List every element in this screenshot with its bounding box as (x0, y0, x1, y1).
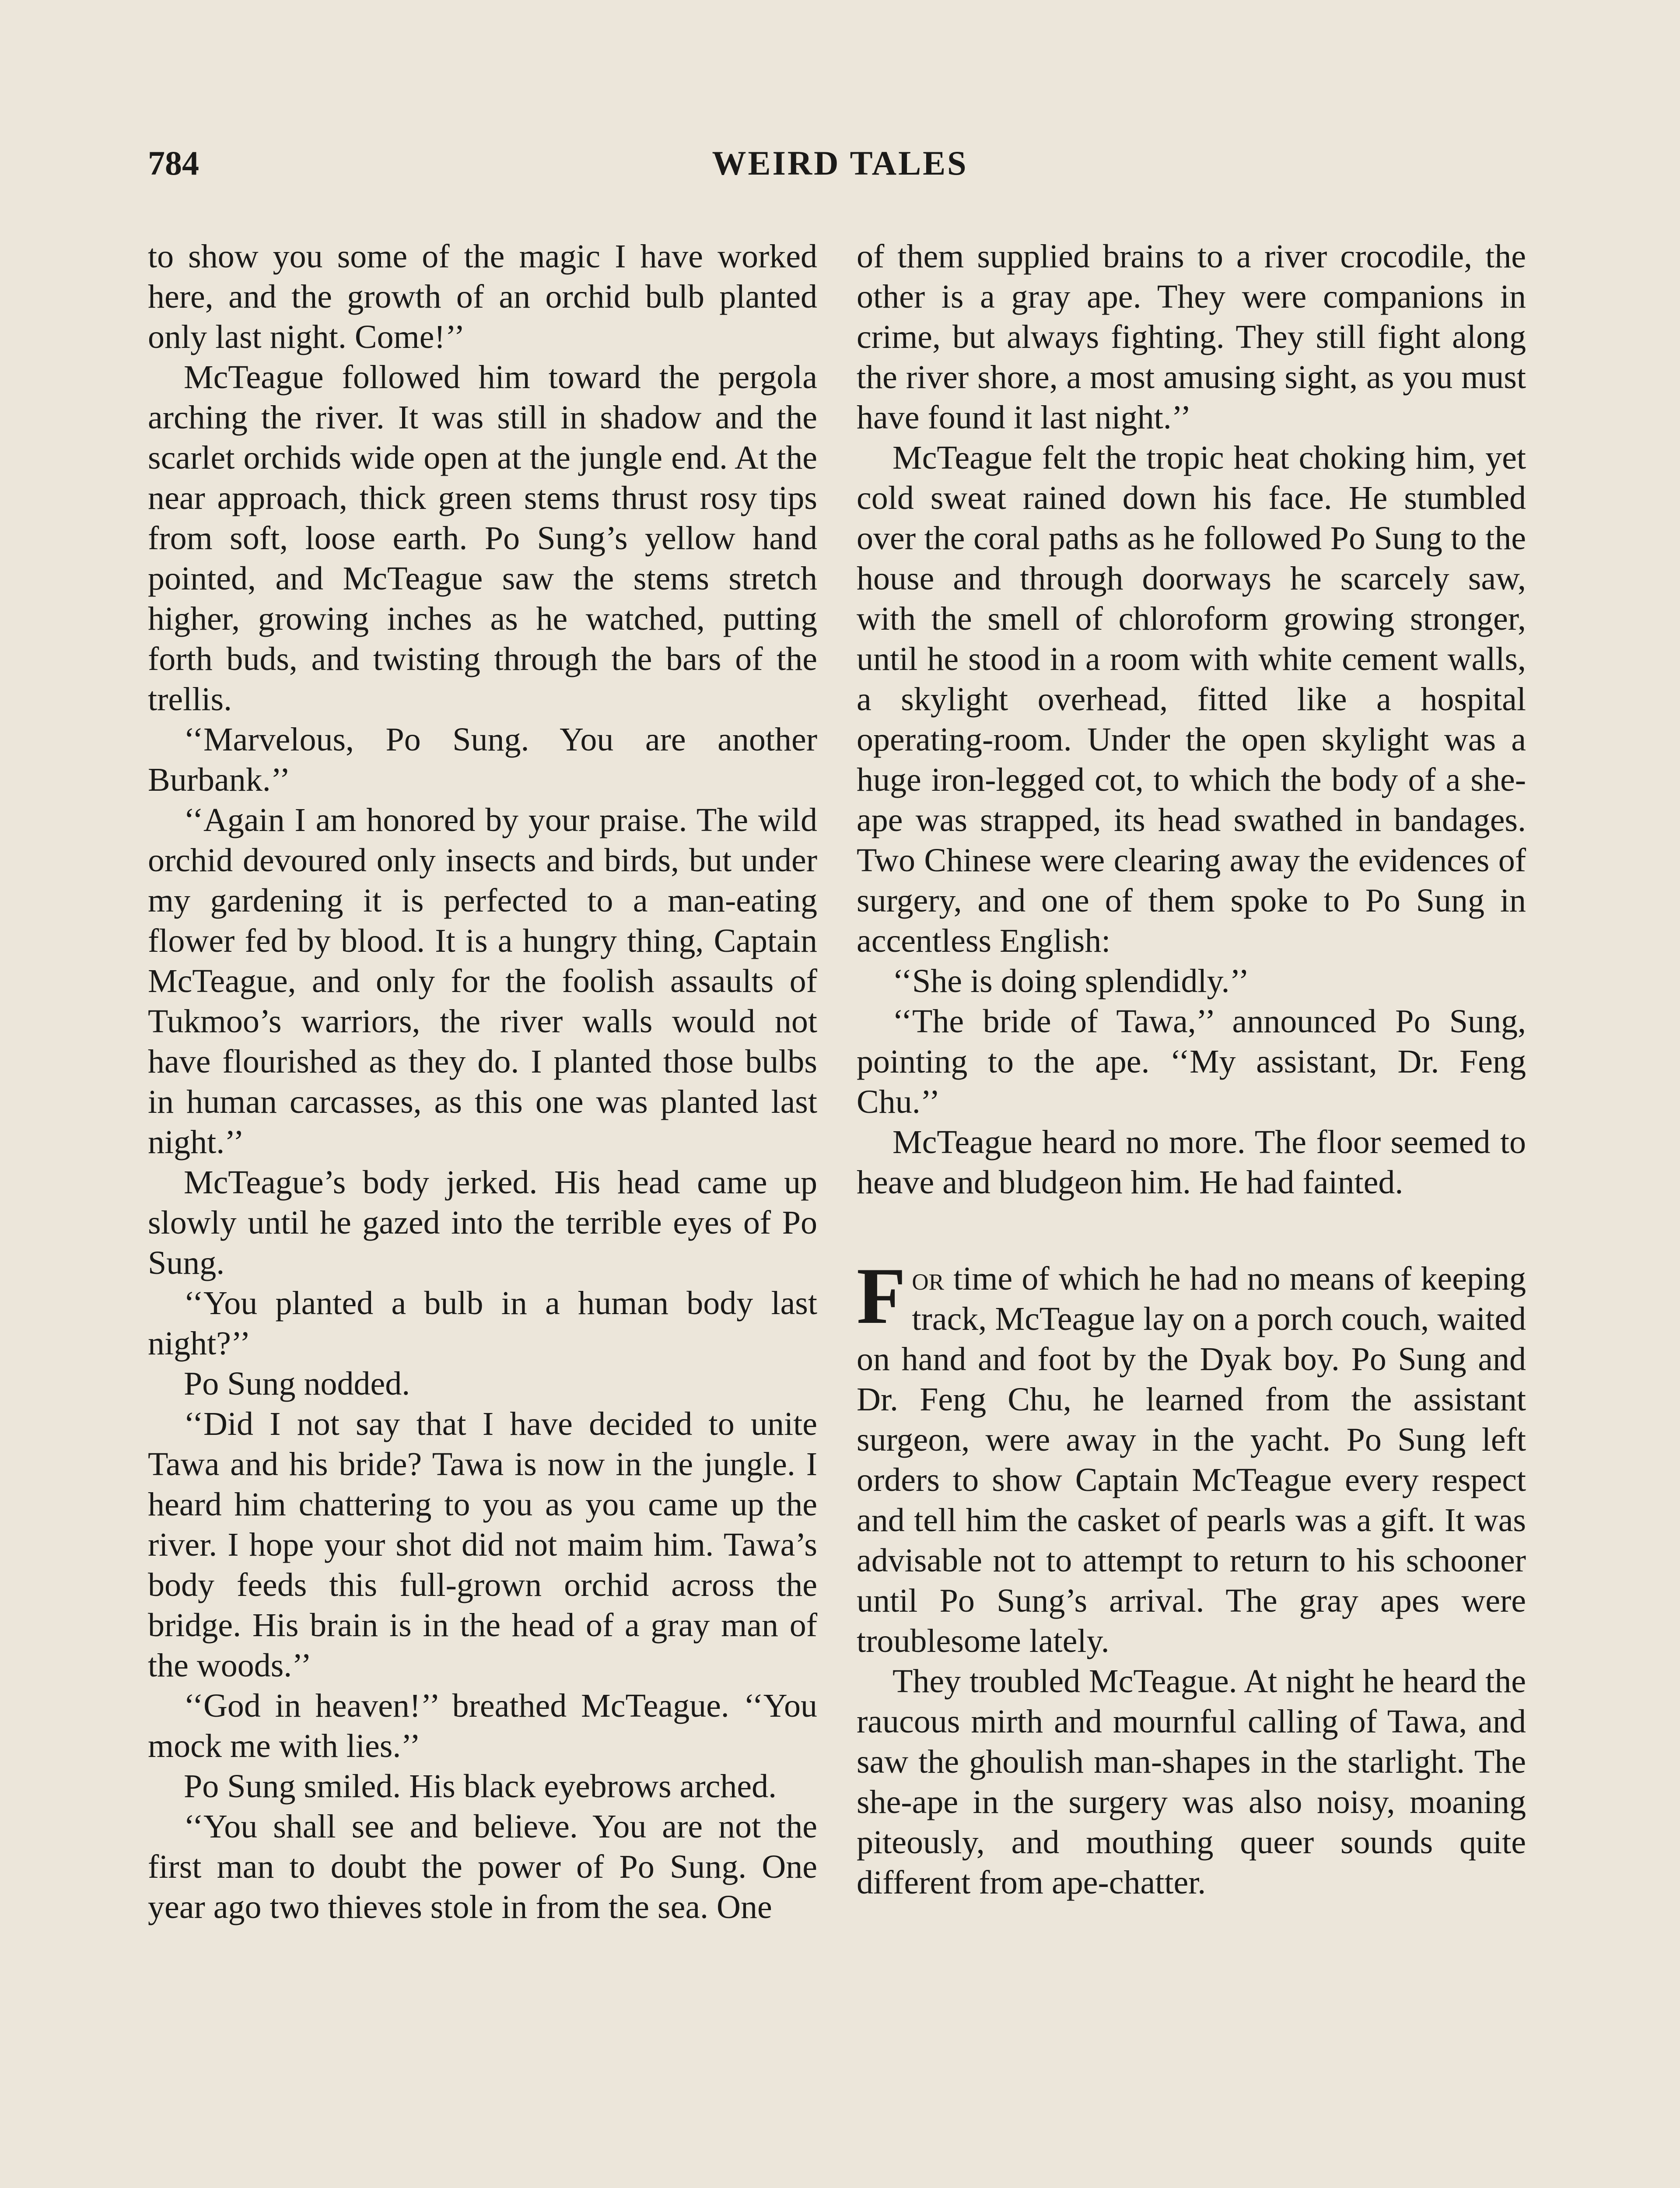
page-number: 784 (148, 144, 199, 182)
paragraph: McTeague’s body jerked. His head came up slowly until he gazed into the terrible eyes of Po Sung. (148, 1164, 817, 1281)
paragraph: ‘‘The bride of Tawa,’’ announced Po Sung, pointing to the ape. ‘‘My assistant, Dr. Feng Chu.’’ (857, 1003, 1526, 1120)
paragraph: Po Sung nodded. (184, 1365, 410, 1402)
section-break (857, 1203, 1526, 1259)
paragraph: McTeague felt the tropic heat choking him, yet cold sweat rained down his face. He stumbled over the coral paths as he followed Po Sung to the house and through doorways he scarcely saw, with the smell of chloroform growing stronger, until he stood in a room with white cement walls, a skylight overhead, fitted like a hospital operating-room. Under the open skylight was a huge iron-legged cot, to which the body of a she-ape was strapped, its head swathed in bandages. Two Chinese were clearing away the evidences of surgery, and one of them spoke to Po Sung in accentless English: (857, 439, 1526, 959)
left-column (148, 236, 817, 1927)
paragraph: ‘‘Again I am honored by your praise. The wild orchid devoured only insects and birds, but under my gardening it is perfected to a man-eating flower fed by blood. It is a hungry thing, Captain McTeague, and only for the foolish assaults of Tukmoo’s warriors, the river walls would not have flourished as they do. I planted those bulbs in human carcasses, as this one was planted last night.’’ (148, 802, 817, 1161)
right-column-bottom (857, 1661, 1526, 1903)
paragraph: McTeague heard no more. The floor seemed to heave and bludgeon him. He had fainted. (857, 1124, 1526, 1201)
running-head: WEIRD TALES (712, 144, 968, 182)
paragraph: Po Sung smiled. His black eyebrows arched. (184, 1768, 777, 1805)
drop-cap: F (857, 1251, 906, 1340)
paragraph: to show you some of the magic I have worked here, and the growth of an orchid bulb planted only last night. Come!’’ (148, 238, 817, 355)
paragraph: ‘‘Marvelous, Po Sung. You are another Burbank.’’ (148, 721, 817, 798)
right-column (857, 236, 1526, 1903)
paragraph: ‘‘You planted a bulb in a human body last night?’’ (148, 1285, 817, 1362)
section-first-paragraph (857, 1251, 1526, 1661)
paragraph: ‘‘Did I not say that I have decided to unite Tawa and his bride? Tawa is now in the jungle. I heard him chattering to you as you came up the river. I hope your shot did not maim him. Tawa’s body feeds this full-grown orchid across the bridge. His brain is in the head of a gray man of the woods.’’ (148, 1406, 817, 1684)
paragraph: ‘‘God in heaven!’’ breathed McTeague. ‘‘You mock me with lies.’’ (148, 1687, 817, 1764)
paragraph: They troubled McTeague. At night he heard the raucous mirth and mournful calling of Tawa, and saw the ghoulish man-shapes in the starlight. The she-ape in the surgery was also noisy, moaning piteously, and mouthing queer sounds quite different from ape-chatter. (857, 1663, 1526, 1901)
paragraph: ‘‘You shall see and believe. You are not the first man to doubt the power of Po Sung. One year ago two thieves stole in from the sea. One (148, 1808, 817, 1925)
paragraph: ‘‘She is doing splendidly.’’ (892, 963, 1250, 999)
section-first-paragraph-text: time of which he had no means of keeping track, McTeague lay on a porch couch, waited on hand and foot by the Dyak boy. Po Sung and Dr. Feng Chu, he learned from the assistant surgeon, were away in the yacht. Po Sung left orders to show Captain McTeague every respect and tell him the casket of pearls was a gift. It was advisable not to attempt to return to his schooner until Po Sung’s arrival. The gray apes were troublesome lately. (857, 1260, 1526, 1659)
right-column-top (857, 236, 1526, 1203)
paragraph: of them supplied brains to a river crocodile, the other is a gray ape. They were companions in crime, but always fighting. They still fight along the river shore, a most amusing sight, as you must have found it last night.’’ (857, 238, 1526, 436)
paragraph: McTeague followed him toward the pergola arching the river. It was still in shadow and the scarlet orchids wide open at the jungle end. At the near approach, thick green stems thrust rosy tips from soft, loose earth. Po Sung’s yellow hand pointed, and McTeague saw the stems stretch higher, growing inches as he watched, putting forth buds, and twisting through the bars of the trellis. (148, 359, 817, 718)
small-caps-lead: or (912, 1260, 945, 1297)
